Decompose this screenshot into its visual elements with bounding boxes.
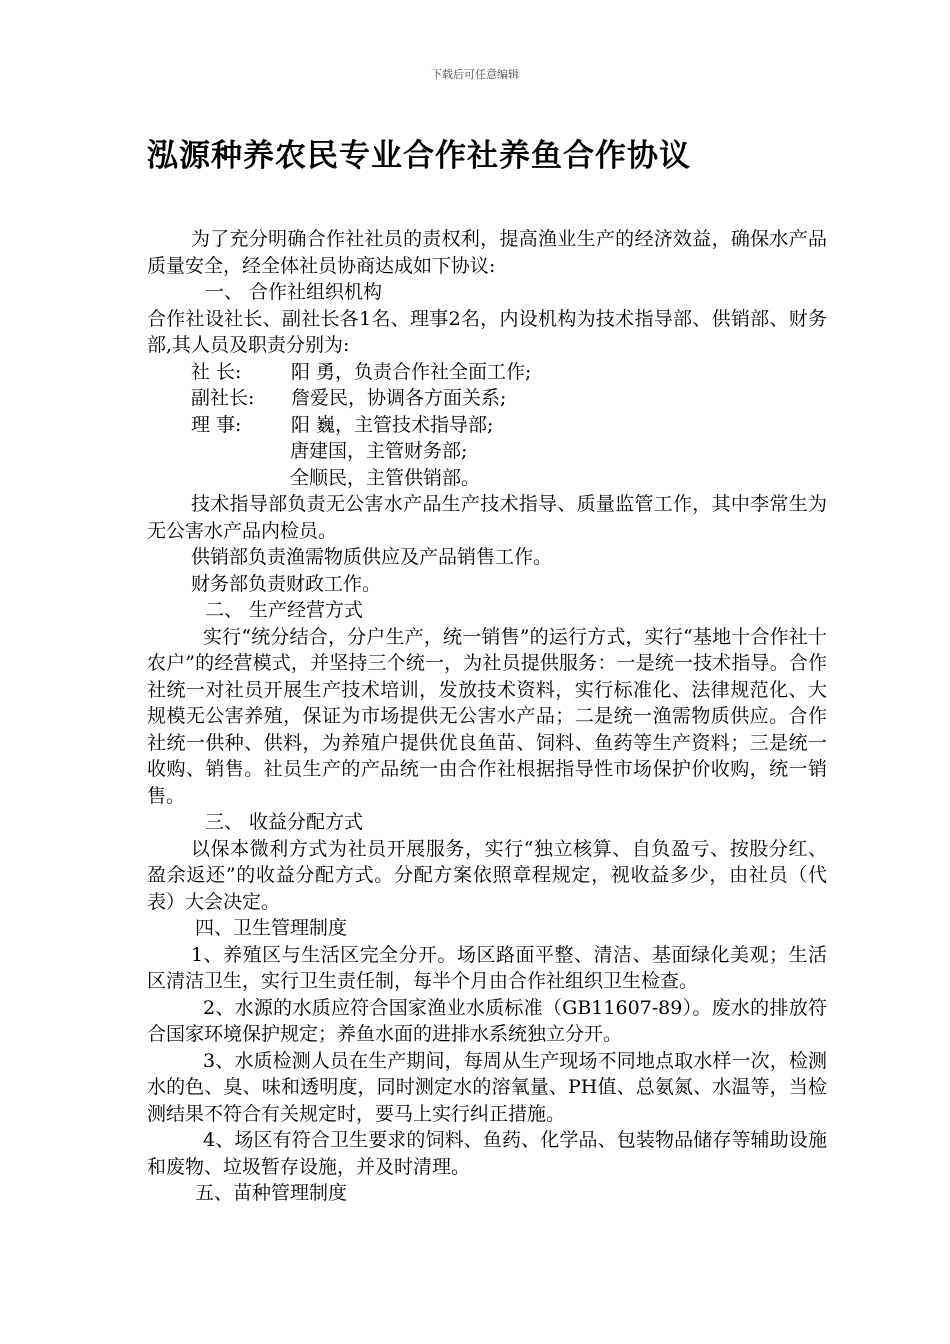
section-1-heading: 一、 合作社组织机构 [205, 281, 383, 303]
section-2-text: 实行“统分结合，分户生产，统一销售”的运行方式，实行“基地十合作社十农户”的经营模式，并坚持三个统一，为社员提供服务：一是统一技术指导。合作社统一对社员开展生产技术培训，发放技术资料，实行标准化、法律规范化、大规模无公害养殖，保证为市场提供无公害水产品；二是统一渔需物质供应。合作社统一供种、供料，为养殖户提供优良鱼苗、饲料、鱼药等生产资料；三是统一收购、销售。社员生产的产品统一由合作社根据指导性市场保护价收购，统一销售。 [147, 625, 827, 807]
section-3-text: 以保本微利方式为社员开展服务，实行“独立核算、自负盈亏、按股分红、盈余返还”的收益分配方式。分配方案依照章程规定，视收益多少，由社员（代表）大会决定。 [147, 837, 827, 913]
role-row-extra: 唐建国，主管财务部; [290, 440, 468, 462]
role-desc: 詹爱民，协调各方面关系; [291, 387, 507, 409]
role-row [147, 385, 827, 412]
role-row [147, 412, 827, 439]
section-4-item: 1、养殖区与生活区完全分开。场区路面平整、清洁、基面绿化美观；生活区清洁卫生，实行卫生责任制，每半个月由合作社组织卫生检查。 [147, 943, 827, 992]
section-4-item: 4、场区有符合卫生要求的饲料、鱼药、化学品、包装物品储存等辅助设施和废物、垃圾暂存设施，并及时清理。 [147, 1129, 827, 1178]
role-desc: 阳 勇，负责合作社全面工作; [291, 360, 532, 383]
role-row [147, 359, 827, 386]
document-title: 泓源种养农民专业合作社养鱼合作协议 [147, 138, 691, 174]
section-2-heading: 二、 生产经营方式 [205, 599, 364, 621]
role-title: 理 事: [191, 413, 242, 436]
role-title: 社 长: [191, 360, 242, 383]
section-3-heading: 三、 收益分配方式 [205, 811, 364, 833]
page-header: 下载后可任意编辑 [431, 68, 519, 81]
section-4-item: 3、水质检测人员在生产期间，每周从生产现场不同地点取水样一次，检测水的色、臭、味和透明度，同时测定水的溶氧量、PH值、总氨氮、水温等，当检测结果不符合有关规定时，要马上实行纠正措施。 [147, 1049, 827, 1125]
section-4-heading: 四、卫生管理制度 [195, 917, 348, 939]
section-4-item: 2、水源的水质应符合国家渔业水质标准（GB11607-89）。废水的排放符合国家环境保护规定；养鱼水面的进排水系统独立分开。 [147, 996, 827, 1045]
document-body [147, 226, 827, 1207]
role-title: 副社长: [191, 387, 255, 409]
dept-tech-paragraph: 技术指导部负责无公害水产品生产技术指导、质量监管工作，其中李常生为无公害水产品内检员。 [147, 493, 827, 542]
role-desc: 阳 巍，主管技术指导部; [291, 413, 494, 436]
role-row-extra: 全顺民，主管供销部。 [290, 466, 481, 489]
section-5-heading: 五、苗种管理制度 [195, 1182, 348, 1204]
section-1-text: 合作社设社长、副社长各1名、理事2名，内设机构为技术指导部、供销部、财务部,其人员及职责分别为: [147, 307, 827, 356]
dept-supply-paragraph: 供销部负责渔需物质供应及产品销售工作。 [191, 546, 553, 568]
dept-finance-paragraph: 财务部负责财政工作。 [191, 572, 382, 595]
intro-paragraph: 为了充分明确合作社社员的责权利，提高渔业生产的经济效益，确保水产品质量安全，经全体社员协商达成如下协议: [147, 228, 827, 277]
